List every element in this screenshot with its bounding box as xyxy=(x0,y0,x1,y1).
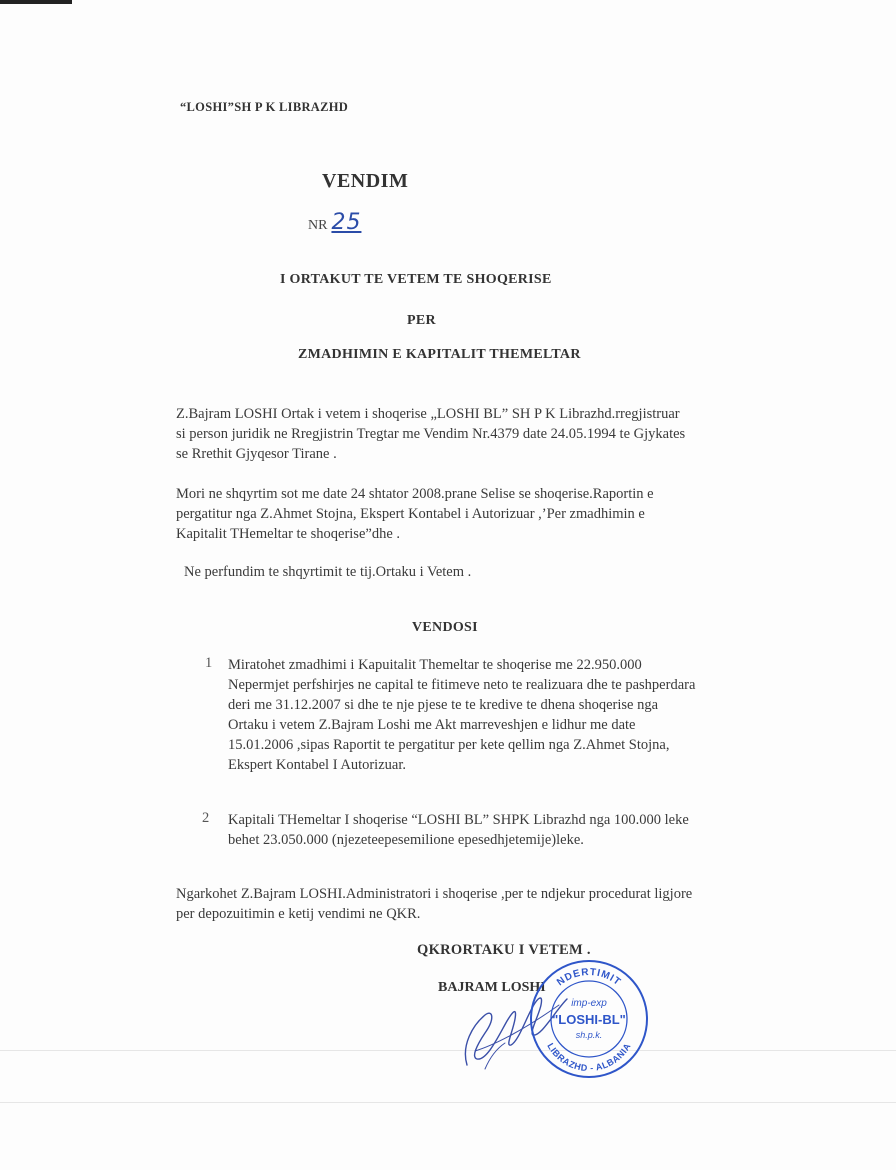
stamp-seal-icon xyxy=(528,958,650,1080)
svg-text:"LOSHI-BL": "LOSHI-BL" xyxy=(552,1012,626,1027)
svg-text:imp-exp: imp-exp xyxy=(571,998,607,1009)
text-line: Miratohet zmadhimi i Kapuitalit Themeltar te shoqerise me 22.950.000 xyxy=(228,657,642,673)
text-line: Ekspert Kontabel I Autorizuar. xyxy=(228,757,406,773)
text-line: deri me 31.12.2007 si dhe te nje pjese te te kredive te dhena shoqerise nga xyxy=(228,697,659,713)
handwritten-number: 25 xyxy=(331,210,362,235)
text-line: 15.01.2006 ,sipas Raportit te pergatitur per kete qellim nga Z.Ahmet Stojna, xyxy=(228,737,670,753)
text-line: Kapitalit THemeltar te shoqerise”dhe . xyxy=(176,526,400,542)
paragraph-review xyxy=(176,484,654,544)
svg-text:NDERTIMIT: NDERTIMIT xyxy=(555,966,623,989)
signatory-title: QKRORTAKU I VETEM . xyxy=(417,942,591,958)
text-line: Ngarkohet Z.Bajram LOSHI.Administratori i shoqerise ,per te ndjekur procedurat ligjore xyxy=(176,886,693,902)
text-line: Z.Bajram LOSHI Ortak i vetem i shoqerise „LOSHI BL” SH P K Librazhd.rregjistruar xyxy=(176,406,680,422)
decision-item-1 xyxy=(228,655,695,775)
number-label: NR xyxy=(308,218,328,233)
text-line: se Rrethit Gjyqesor Tirane . xyxy=(176,446,337,462)
text-line: behet 23.050.000 (njezeteepesemilione epesedhjetemije)leke. xyxy=(228,832,584,848)
decision-item-number: 1 xyxy=(205,655,213,671)
decision-heading: VENDOSI xyxy=(412,620,478,635)
scan-edge-mark xyxy=(0,0,72,4)
text-line: Ortaku i vetem Z.Bajram Loshi me Akt marreveshjen e lidhur me date xyxy=(228,717,636,733)
company-stamp xyxy=(528,958,650,1080)
decision-item-number: 2 xyxy=(202,810,210,826)
document-number xyxy=(308,210,361,235)
svg-text:LIBRAZHD - ALBANIA: LIBRAZHD - ALBANIA xyxy=(545,1041,633,1074)
text-line: per depozuitimin e ketij vendimi ne QKR. xyxy=(176,906,421,922)
text-line: si person juridik ne Rregjistrin Tregtar me Vendim Nr.4379 date 24.05.1994 te Gjykates xyxy=(176,426,686,442)
paragraph-closing xyxy=(176,884,692,924)
text-line: Kapitali THemeltar I shoqerise “LOSHI BL” SHPK Librazhd nga 100.000 leke xyxy=(228,812,689,828)
text-line: Nepermjet perfshirjes ne capital te fitimeve neto te realizuara dhe te pashperdara xyxy=(228,677,696,693)
subtitle-line-2: PER xyxy=(407,313,436,328)
paragraph-intro xyxy=(176,404,685,464)
scan-artifact-line xyxy=(0,1102,896,1103)
text-line: pergatitur nga Z.Ahmet Stojna, Ekspert Kontabel i Autorizuar ,’Per zmadhimin e xyxy=(176,506,645,522)
subtitle-line-1: I ORTAKUT TE VETEM TE SHOQERISE xyxy=(280,272,552,287)
signatory-name: BAJRAM LOSHI xyxy=(438,980,546,995)
decision-item-2 xyxy=(228,810,689,850)
scan-artifact-line xyxy=(0,1050,896,1051)
document-title: VENDIM xyxy=(322,170,409,192)
company-header: “LOSHI”SH P K LIBRAZHD xyxy=(180,100,349,114)
svg-text:sh.p.k.: sh.p.k. xyxy=(575,1030,603,1040)
subtitle-line-3: ZMADHIMIN E KAPITALIT THEMELTAR xyxy=(298,347,581,362)
text-line: Mori ne shqyrtim sot me date 24 shtator 2008.prane Selise se shoqerise.Raportin e xyxy=(176,486,654,502)
paragraph-conclusion xyxy=(184,562,471,582)
text-line: Ne perfundim te shqyrtimit te tij.Ortaku i Vetem . xyxy=(184,564,472,580)
